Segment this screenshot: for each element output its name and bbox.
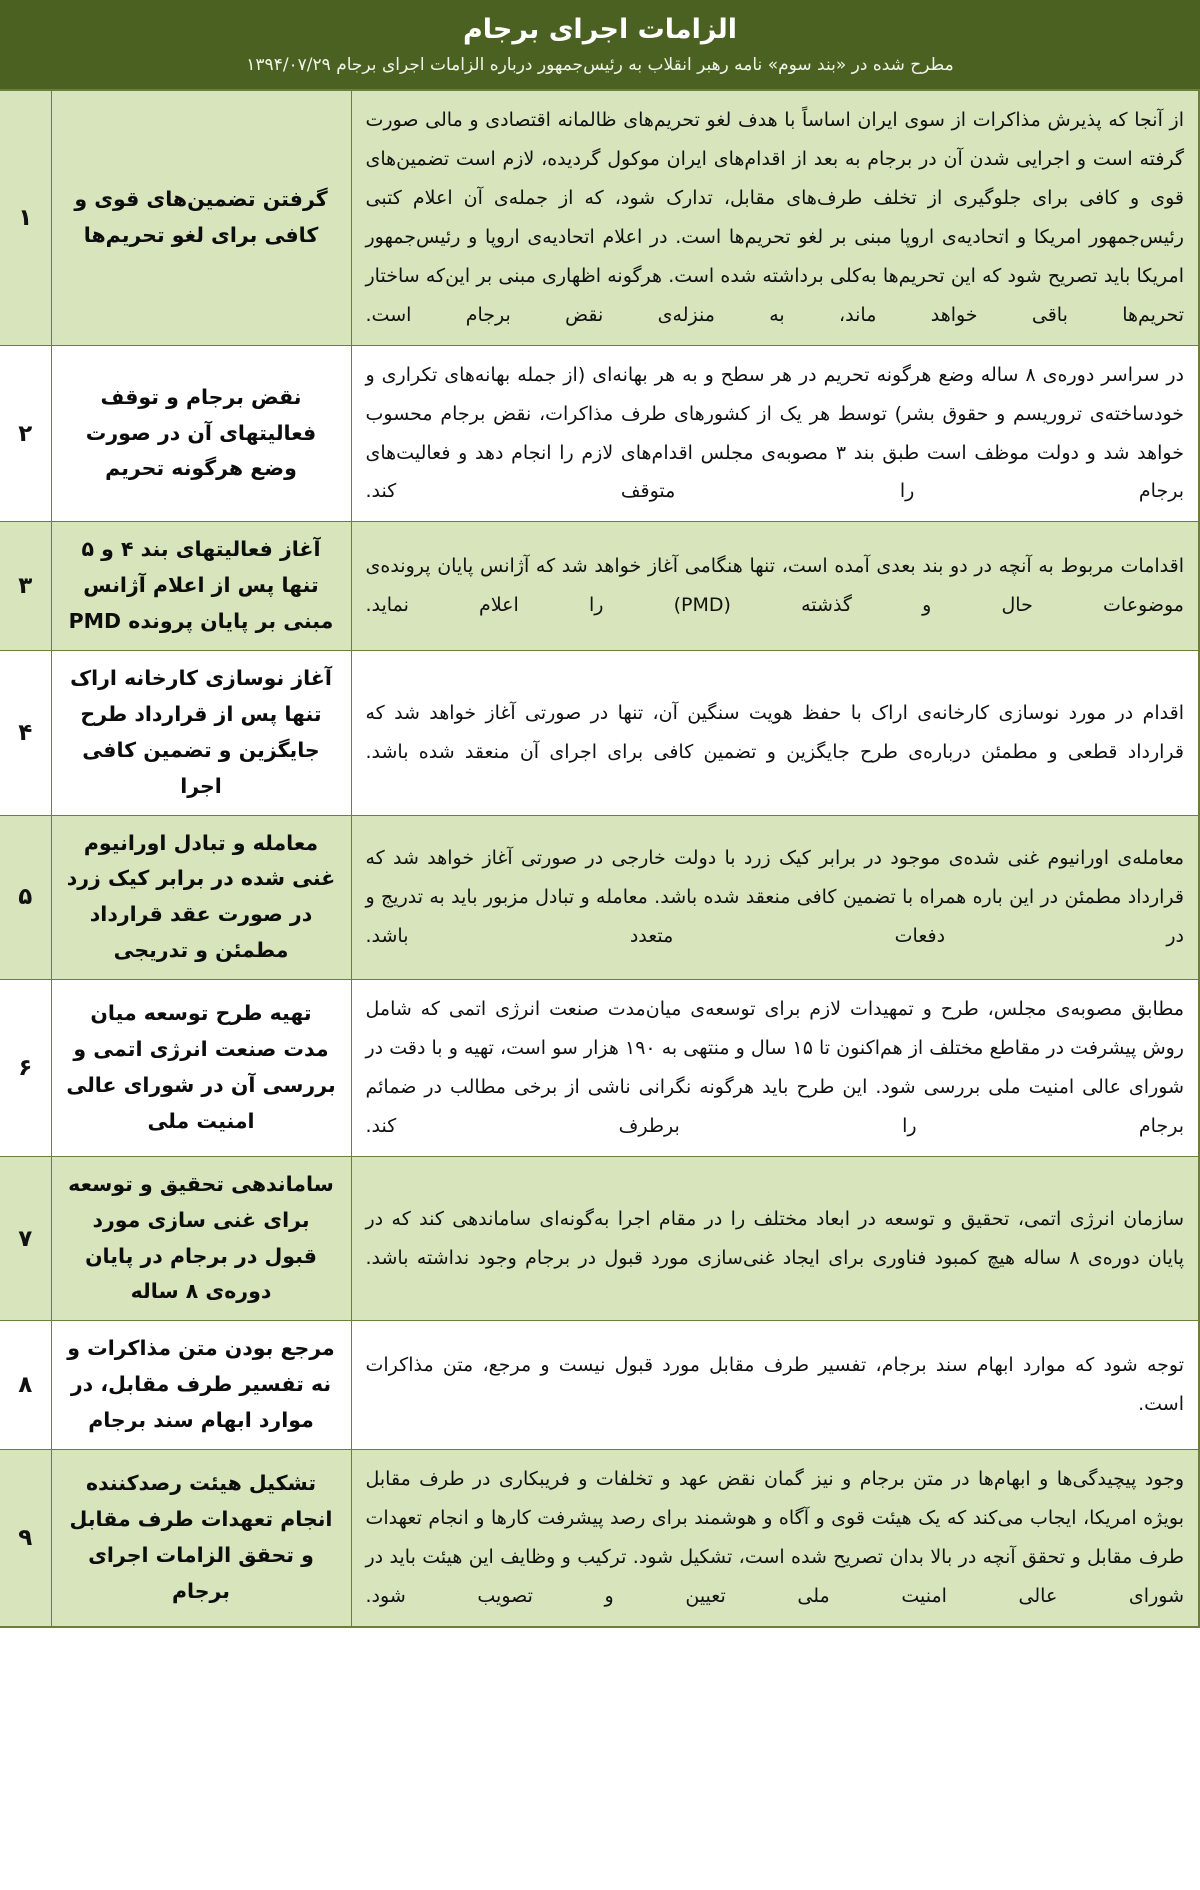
row-number: ۱ — [0, 90, 51, 345]
row-number: ۳ — [0, 522, 51, 651]
row-title: نقض برجام و توقف فعالیتهای آن در صورت وضع هرگونه تحریم — [51, 345, 351, 522]
row-number: ۸ — [0, 1321, 51, 1450]
row-description: وجود پیچیدگی‌ها و ابهام‌ها در متن برجام و نیز گمان نقض عهد و تخلفات و فریبکاری در طرف مقابل بویژه امریکا، ایجاب می‌کند که یک هیئت قوی و آگاه و هوشمند برای رصد پیشرفت کارها و انجام تعهدات طرف مقابل و تحقق آنچه در بالا بدان تصریح شده است، تشکیل شود. ترکیب و وظایف این هیئت باید در شورای عالی امنیت ملی تعیین و تصویب شود. — [351, 1449, 1199, 1626]
header-banner — [0, 0, 1200, 89]
table-row — [0, 651, 1199, 816]
requirements-table — [0, 89, 1200, 1628]
row-title: ساماندهی تحقیق و توسعه برای غنی سازی مورد قبول در برجام در پایان دوره‌ی ۸ ساله — [51, 1156, 351, 1321]
row-description: سازمان انرژی اتمی، تحقیق و توسعه در ابعاد مختلف را در مقام اجرا به‌گونه‌ای ساماندهی کند که در پایان دوره‌ی ۸ ساله هیچ کمبود فناوری برای ایجاد غنی‌سازی مورد قبول در برجام وجود نداشته باشد. — [351, 1156, 1199, 1321]
page-title: الزامات اجرای برجام — [462, 14, 738, 45]
row-number: ۷ — [0, 1156, 51, 1321]
table-row — [0, 980, 1199, 1157]
row-number: ۶ — [0, 980, 51, 1157]
row-description: مطابق مصوبه‌ی مجلس، طرح و تمهیدات لازم برای توسعه‌ی میان‌مدت صنعت انرژی اتمی که شامل روش پیشرفت در مقاطع مختلف از هم‌اکنون تا ۱۵ سال و منتهی به ۱۹۰ هزار سو است، تهیه و با دقت در شورای عالی امنیت ملی بررسی شود. این طرح باید هرگونه نگرانی ناشی از برخی مطالب در ضمائم برجام را برطرف کند. — [351, 980, 1199, 1157]
table-row — [0, 90, 1199, 345]
row-title: مرجع بودن متن مذاکرات و نه تفسیر طرف مقابل، در موارد ابهام سند برجام — [51, 1321, 351, 1450]
table-row — [0, 522, 1199, 651]
table-row — [0, 345, 1199, 522]
row-description: توجه شود که موارد ابهام سند برجام، تفسیر طرف مقابل مورد قبول نیست و مرجع، متن مذاکرات است. — [351, 1321, 1199, 1450]
row-title: آغاز نوسازی کارخانه اراک تنها پس از قرارداد طرح جایگزین و تضمین کافی اجرا — [51, 651, 351, 816]
row-description: معامله‌ی اورانیوم غنی شده‌ی موجود در برابر کیک زرد با دولت خارجی در صورتی آغاز خواهد شد که قرارداد مطمئن در این باره همراه با تضمین کافی منعقد شده باشد. معامله و تبادل مزبور باید به تدریج و در دفعات متعدد باشد. — [351, 815, 1199, 980]
page-subtitle: مطرح شده در «بند سوم» نامه رهبر انقلاب به رئیس‌جمهور درباره الزامات اجرای برجام ۱۳۹۴/۰۷/۲۹ — [246, 55, 954, 76]
row-title: تشکیل هیئت رصدکننده انجام تعهدات طرف مقابل و تحقق الزامات اجرای برجام — [51, 1449, 351, 1626]
row-description: اقدامات مربوط به آنچه در دو بند بعدی آمده است، تنها هنگامی آغاز خواهد شد که آژانس پایان پرونده‌ی موضوعات حال و گذشته (PMD) را اعلام نماید. — [351, 522, 1199, 651]
row-number: ۵ — [0, 815, 51, 980]
row-number: ۴ — [0, 651, 51, 816]
table-row — [0, 1321, 1199, 1450]
row-title: گرفتن تضمین‌های قوی و کافی برای لغو تحریم‌ها — [51, 90, 351, 345]
row-number: ۹ — [0, 1449, 51, 1626]
table-row — [0, 1156, 1199, 1321]
table-row — [0, 815, 1199, 980]
table-row — [0, 1449, 1199, 1626]
row-description: در سراسر دوره‌ی ۸ ساله وضع هرگونه تحریم در هر سطح و به هر بهانه‌ای (از جمله بهانه‌های تکراری و خودساخته‌ی تروریسم و حقوق بشر) توسط هر یک از کشورهای طرف مذاکرات، نقض برجام محسوب خواهد شد و دولت موظف است طبق بند ۳ مصوبه‌ی مجلس اقدام‌های لازم را انجام دهد و فعالیت‌های برجام را متوقف کند. — [351, 345, 1199, 522]
row-title: معامله و تبادل اورانیوم غنی شده در برابر کیک زرد در صورت عقد قرارداد مطمئن و تدریجی — [51, 815, 351, 980]
row-number: ۲ — [0, 345, 51, 522]
row-title: آغاز فعالیتهای بند ۴ و ۵ تنها پس از اعلام آژانس مبنی بر پایان پرونده PMD — [51, 522, 351, 651]
row-description: اقدام در مورد نوسازی کارخانه‌ی اراک با حفظ هویت سنگین آن، تنها در صورتی آغاز خواهد شد که قرارداد قطعی و مطمئن درباره‌ی طرح جایگزین و تضمین کافی برای اجرای آن منعقد شده باشد. — [351, 651, 1199, 816]
table-body — [0, 90, 1199, 1627]
row-description: از آنجا که پذیرش مذاکرات از سوی ایران اساساً با هدف لغو تحریم‌های ظالمانه اقتصادی و مالی صورت گرفته است و اجرایی شدن آن در برجام به بعد از اقدام‌های ایران موکول گردیده، لازم است تضمین‌های قوی و کافی برای جلوگیری از تخلف طرف‌های مقابل، تدارک شود، که از جمله‌ی آن اعلام کتبی رئیس‌جمهور امریکا و اتحادیه‌ی اروپا مبنی بر لغو تحریم‌ها است. در اعلام اتحادیه‌ی اروپا و رئیس‌جمهور امریکا باید تصریح شود که این تحریم‌ها به‌کلی برداشته شده است. هرگونه اظهاری مبنی بر این‌که ساختار تحریم‌ها باقی خواهد ماند، به منزله‌ی نقض برجام است. — [351, 90, 1199, 345]
row-title: تهیه طرح توسعه میان مدت صنعت انرژی اتمی و بررسی آن در شورای عالی امنیت ملی — [51, 980, 351, 1157]
